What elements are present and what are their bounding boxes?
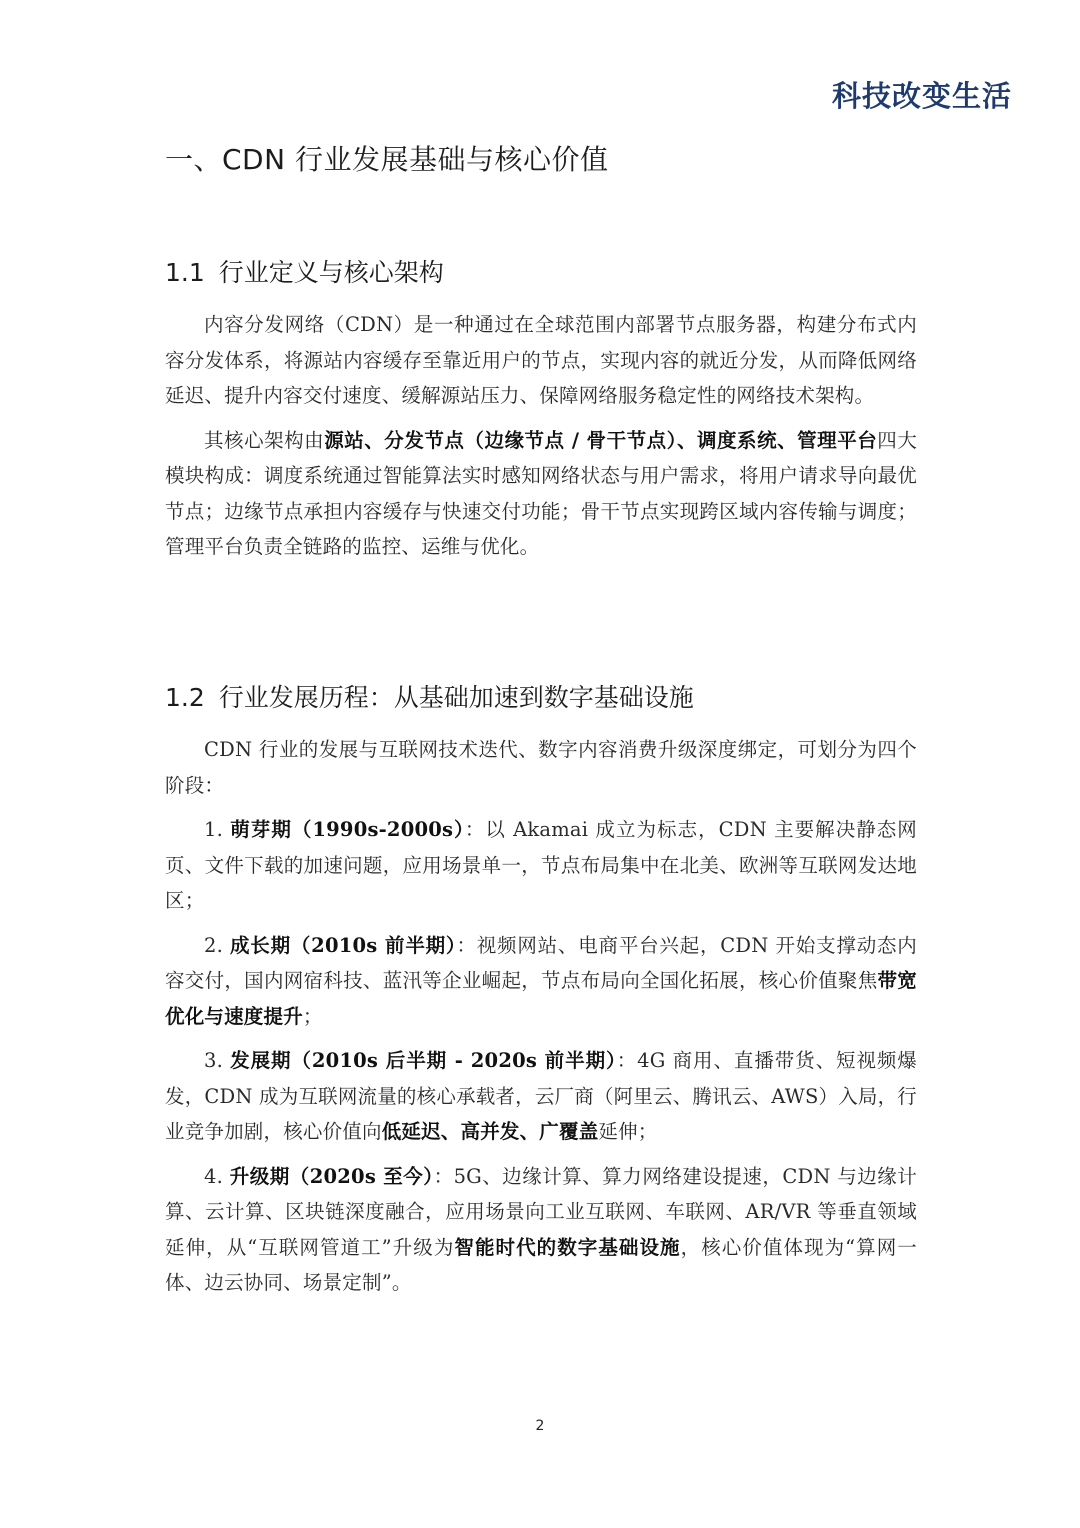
- bold-text-run: 智能时代的数字基础设施: [454, 1235, 681, 1259]
- subsection-1-1-body: [165, 307, 917, 574]
- text-run: 四大模块构成：调度系统通过智能算法实时感知网络状态与用户需求，将用户请求导向最优节点；边缘节点承担内容缓存与快速交付功能；骨干节点实现跨区域内容传输与调度；管理平台负责全链路的监控、运维与优化。: [165, 428, 918, 558]
- text-run: ：以 Akamai 成立为标志，CDN 主要解决静态网页、文件下载的加速问题，应用场景单一，节点布局集中在北美、欧洲等互联网发达地区；: [165, 818, 918, 912]
- list-number: 3.: [204, 1049, 231, 1072]
- list-item-stage-4: [165, 1159, 917, 1301]
- text-run: ：视频网站、电商平台兴起，CDN 开始支撑动态内容交付，国内网宿科技、蓝汛等企业崛起，节点布局向全国化拓展，核心价值聚焦: [165, 933, 917, 992]
- paragraph-intro: CDN 行业的发展与互联网技术迭代、数字内容消费升级深度绑定，可划分为四个阶段：: [165, 738, 917, 797]
- text-run: ，核心价值体现为“算网一体、边云协同、场景定制”。: [165, 1235, 917, 1294]
- subsection-title: 行业定义与核心架构: [218, 258, 444, 287]
- paragraph-architecture: [165, 423, 917, 565]
- page-number: 2: [535, 1418, 545, 1434]
- subsection-number: 1.1: [165, 258, 205, 287]
- list-number: 2.: [204, 933, 230, 957]
- list-item-stage-3: [165, 1043, 917, 1150]
- subsection-1-2-body: [165, 732, 917, 1310]
- text-run: 延伸；: [598, 1120, 658, 1143]
- text-run: ：5G、边缘计算、算力网络建设提速，CDN 与边缘计算、云计算、区块链深度融合，应用场景向工业互联网、车联网、AR/VR 等垂直领域延伸，从“互联网管道工”升级为: [165, 1164, 918, 1259]
- text-run: 其核心架构由: [204, 428, 325, 452]
- section-title: 一、CDN 行业发展基础与核心价值: [165, 143, 609, 176]
- list-item-stage-2: [165, 928, 917, 1035]
- text-run: ；: [302, 1004, 323, 1028]
- subsection-heading-1-1: [165, 253, 444, 289]
- subsection-title: 行业发展历程：从基础加速到数字基础设施: [218, 683, 694, 712]
- list-number: 1.: [204, 818, 231, 841]
- text-run: ：4G 商用、直播带货、短视频爆发，CDN 成为互联网流量的核心承载者，云厂商（阿里云、腾讯云、AWS）入局，行业竞争加剧，核心价值向: [165, 1049, 918, 1143]
- bold-text-run: 萌芽期（1990s-2000s）: [230, 818, 465, 841]
- brand-logo-text: 科技改变生活: [831, 79, 1012, 113]
- list-item-stage-1: [165, 812, 917, 919]
- paragraph-definition: 内容分发网络（CDN）是一种通过在全球范围内部署节点服务器，构建分布式内容分发体系，将源站内容缓存至靠近用户的节点，实现内容的就近分发，从而降低网络延迟、提升内容交付速度、缓解源站压力、保障网络服务稳定性的网络技术架构。: [165, 313, 917, 407]
- bold-text-run: 发展期（2010s 后半期 - 2020s 前半期）: [230, 1049, 617, 1072]
- bold-text-run: 升级期（2020s 至今）: [229, 1164, 434, 1188]
- bold-text-run: 成长期（2010s 前半期）: [230, 933, 457, 957]
- subsection-heading-1-2: [165, 678, 694, 714]
- list-number: 4.: [204, 1164, 230, 1188]
- bold-text-run: 带宽优化与速度提升: [165, 969, 917, 1028]
- bold-text-run: 源站、分发节点（边缘节点 / 骨干节点）、调度系统、管理平台: [324, 428, 878, 452]
- bold-text-run: 低延迟、高并发、广覆盖: [381, 1120, 599, 1143]
- subsection-number: 1.2: [165, 683, 205, 712]
